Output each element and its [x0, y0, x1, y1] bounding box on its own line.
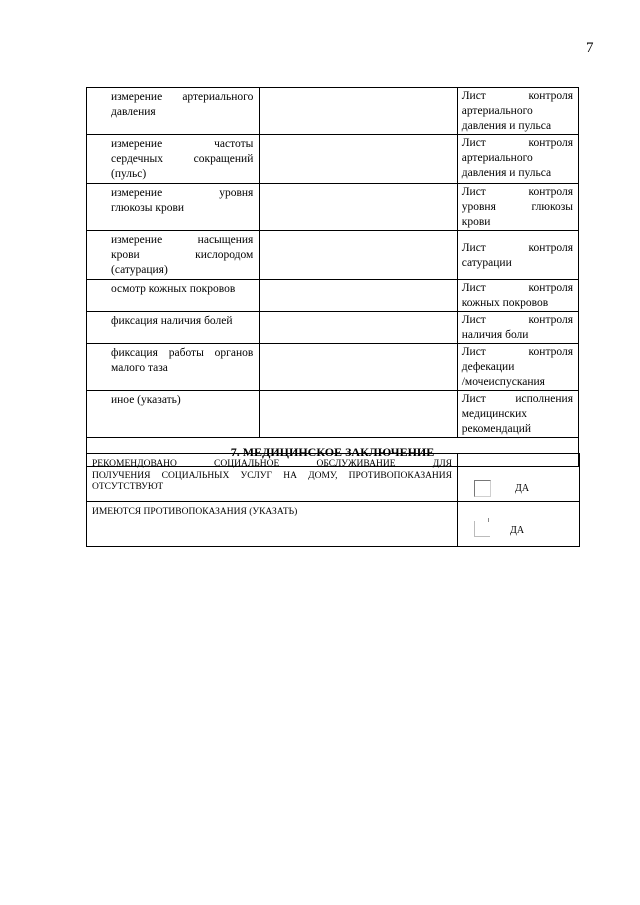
page-number: 7 — [586, 40, 594, 56]
conclusion-row — [87, 454, 580, 502]
sheet-line: давления и пульса — [461, 167, 552, 179]
value-cell[interactable] — [260, 184, 457, 231]
procedure-line: малого таза — [111, 362, 168, 374]
sheet-line: Лист контроля — [461, 137, 573, 149]
contraindications-text — [87, 502, 458, 547]
sheet-cell — [457, 135, 578, 184]
sheet-line: Лист контроля — [461, 282, 573, 294]
question-line: ОТСУТСТВУЮТ — [92, 482, 164, 492]
table-row — [87, 344, 579, 391]
procedure-line: глюкозы крови — [111, 202, 185, 214]
recommendation-text — [87, 454, 458, 502]
sheet-line: артериального — [461, 152, 533, 164]
procedure-line: осмотр кожных покровов — [111, 283, 236, 295]
procedure-cell — [87, 184, 260, 231]
sheet-cell — [457, 391, 578, 438]
table-row — [87, 312, 579, 344]
sheet-line: рекомендаций — [461, 423, 532, 435]
procedure-line: измерение уровня — [111, 187, 254, 199]
procedure-line: измерение насыщения — [111, 234, 254, 246]
table-row — [87, 135, 579, 184]
contraindications-answer-cell — [458, 502, 580, 547]
sheet-line: /мочеиспускания — [461, 376, 545, 388]
sheet-line: Лист контроля — [461, 346, 573, 358]
value-cell[interactable] — [260, 344, 457, 391]
procedure-cell — [87, 280, 260, 312]
sheet-line: давления и пульса — [461, 120, 552, 132]
conclusion-table — [86, 453, 580, 547]
sheet-cell — [457, 231, 578, 280]
procedure-line: давления — [111, 106, 156, 118]
table-row — [87, 231, 579, 280]
procedure-line: иное (указать) — [111, 394, 181, 406]
value-cell[interactable] — [260, 231, 457, 280]
procedure-line: фиксация наличия болей — [111, 315, 233, 327]
table-row — [87, 391, 579, 438]
value-cell[interactable] — [260, 135, 457, 184]
sheet-cell — [457, 344, 578, 391]
procedure-cell — [87, 391, 260, 438]
procedure-line: сердечных сокращений — [111, 153, 254, 165]
sheet-cell — [457, 280, 578, 312]
checkbox-tick-mark — [488, 518, 489, 522]
procedures-table — [86, 87, 579, 467]
value-cell[interactable] — [260, 391, 457, 438]
sheet-line: уровня глюкозы — [461, 201, 573, 213]
sheet-line: Лист контроля — [461, 314, 573, 326]
recommendation-answer-cell — [458, 454, 580, 502]
procedure-cell — [87, 135, 260, 184]
value-cell[interactable] — [260, 280, 457, 312]
procedure-line: крови кислородом — [111, 249, 254, 261]
procedure-cell — [87, 88, 260, 135]
sheet-line: дефекации — [461, 361, 515, 373]
value-cell[interactable] — [260, 312, 457, 344]
sheet-line: Лист контроля — [461, 241, 573, 254]
question-line: РЕКОМЕНДОВАНО СОЦИАЛЬНОЕ ОБСЛУЖИВАНИЕ ДЛЯ — [92, 459, 452, 469]
table-row — [87, 280, 579, 312]
sheet-line: Лист исполнения — [461, 393, 573, 405]
sheet-line: кожных покровов — [461, 297, 549, 309]
contraindications-yes-label: ДА — [510, 525, 525, 536]
sheet-line: наличия боли — [461, 329, 529, 341]
sheet-line: медицинских — [461, 408, 528, 420]
table-row — [87, 88, 579, 135]
recommendation-yes-checkbox[interactable] — [474, 480, 491, 497]
conclusion-row — [87, 502, 580, 547]
procedure-cell — [87, 231, 260, 280]
recommendation-yes-label: ДА — [515, 483, 530, 494]
contraindications-yes-checkbox[interactable] — [474, 521, 490, 537]
question-line: ПОЛУЧЕНИЯ СОЦИАЛЬНЫХ УСЛУГ НА ДОМУ, ПРОТИВОПОКАЗАНИЯ — [92, 470, 452, 481]
procedure-cell — [87, 344, 260, 391]
sheet-line: артериального — [461, 105, 533, 117]
sheet-line: сатурации — [461, 256, 512, 269]
procedure-line: измерение частоты — [111, 138, 254, 150]
procedure-line: измерение артериального — [111, 91, 254, 103]
section-title: 7. МЕДИЦИНСКОЕ ЗАКЛЮЧЕНИЕ — [87, 438, 579, 467]
sheet-cell — [457, 88, 578, 135]
procedure-line: фиксация работы органов — [111, 347, 254, 359]
table-row — [87, 184, 579, 231]
sheet-line: крови — [461, 216, 491, 228]
procedure-line: (сатурация) — [111, 264, 168, 276]
question-line: ИМЕЮТСЯ ПРОТИВОПОКАЗАНИЯ (УКАЗАТЬ) — [92, 507, 298, 517]
procedure-cell — [87, 312, 260, 344]
value-cell[interactable] — [260, 88, 457, 135]
sheet-line: Лист контроля — [461, 90, 573, 102]
sheet-line: Лист контроля — [461, 186, 573, 198]
sheet-cell — [457, 312, 578, 344]
procedure-line: (пульс) — [111, 168, 147, 180]
sheet-cell — [457, 184, 578, 231]
